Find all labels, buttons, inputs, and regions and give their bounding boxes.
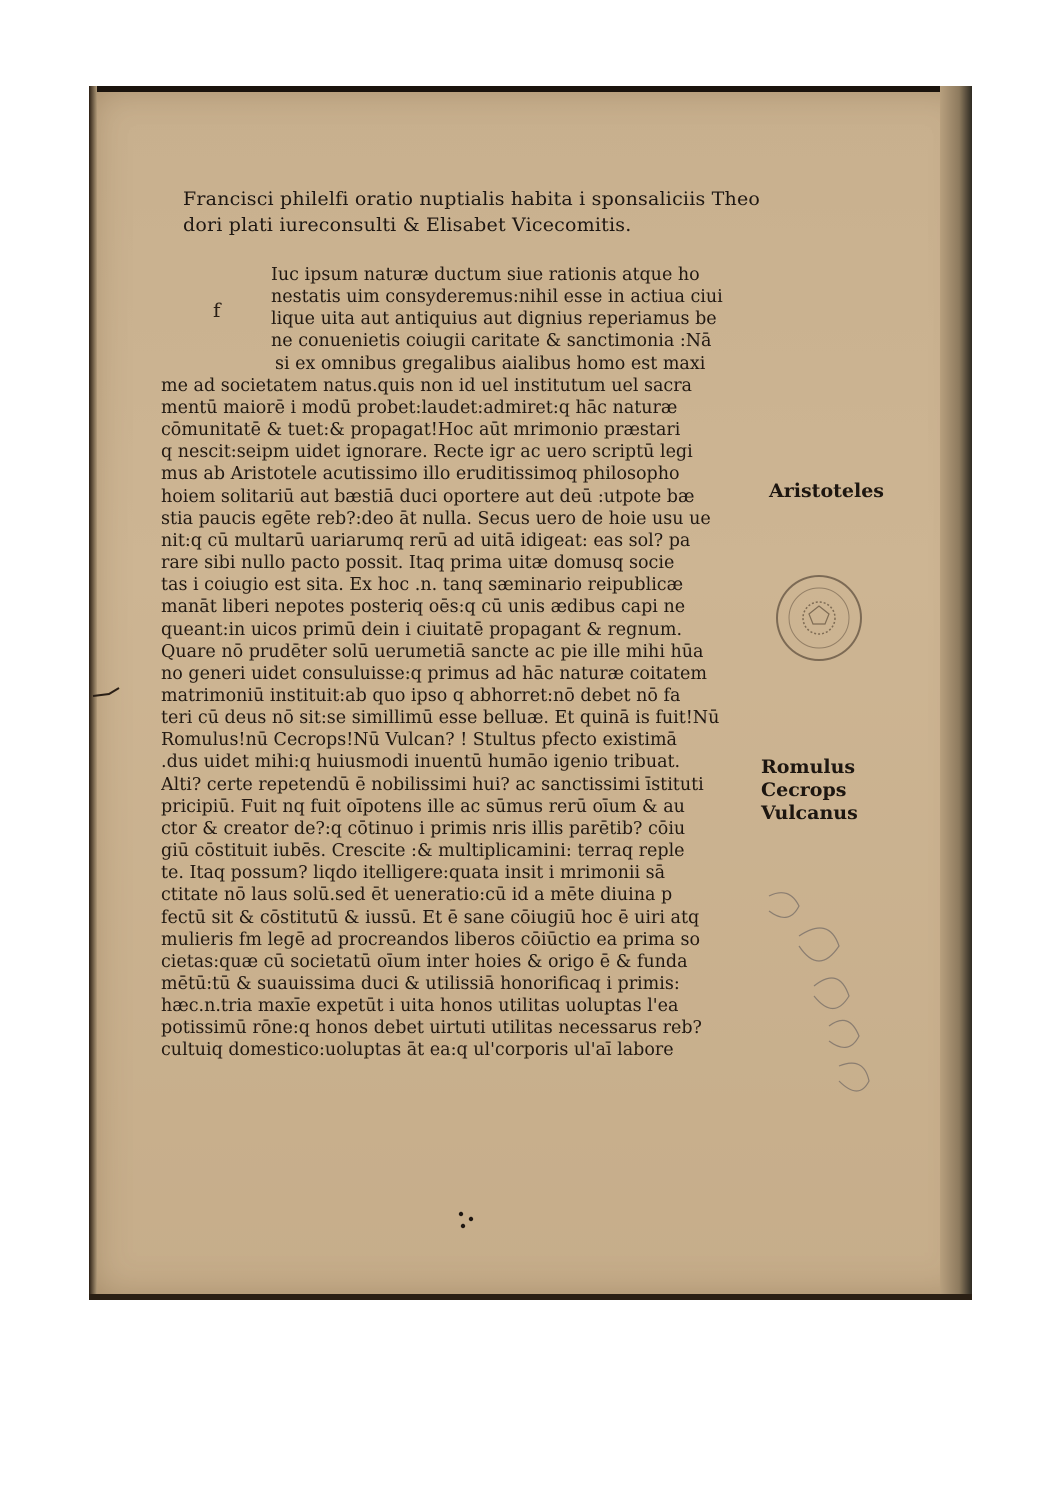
text-line: hoiem solitariū aut bæstiā duci oportere aut deū :utpote bæ bbox=[161, 486, 695, 507]
text-line: Iuc ipsum naturæ ductum siue rationis atque ho bbox=[271, 265, 700, 285]
text-line: te. Itaq possum? liqdo itelligere:quata insit i mrimonii sā bbox=[161, 863, 666, 884]
text-line: pricipiū. Fuit nq fuit oīpotens ille ac sūmus rerū oīum & au bbox=[161, 796, 685, 817]
text-line: .dus uidet mihi:q huiusmodi inuentū humāo igenio tribuat. bbox=[161, 752, 681, 773]
text-line: matrimoniū instituit:ab quo ipso q abhorret:nō debet nō fa bbox=[161, 685, 681, 706]
body-text bbox=[161, 264, 761, 1062]
text-line: fectū sit & cōstitutū & iussū. Et ē sane cōiugiū hoc ē uiri atq bbox=[161, 907, 700, 928]
text-line: teri cū deus nō sit:se simillimū esse belluæ. Et quinā is fuit!Nū bbox=[161, 708, 720, 729]
page-heading bbox=[183, 186, 803, 238]
text-line: hæc.n.tria maxīe expetūt i uita honos utilitas uoluptas l'ea bbox=[161, 996, 679, 1017]
marginal-note-names bbox=[761, 756, 858, 825]
text-line: no generi uidet consuluisse:q primus ad hāc naturæ coitatem bbox=[161, 663, 708, 684]
text-line: q nescit:seipm uidet ignorare. Recte igr ac uero scriptū legi bbox=[161, 442, 693, 463]
text-line: ne conuenietis coiugii caritate & sanctimonia :Nā bbox=[271, 331, 712, 352]
marginal-vulcanus: Vulcanus bbox=[761, 802, 858, 824]
text-line: cultuiq domestico:uoluptas āt ea:q ul'corporis ul'aī labore bbox=[161, 1040, 674, 1061]
text-line: lique uita aut antiquius aut dignius reperiamus be bbox=[271, 309, 717, 330]
text-line: rare sibi nullo pacto possit. Itaq prima uitæ domusq socie bbox=[161, 553, 675, 574]
text-line: me ad societatem natus.quis non id uel institutum uel sacra bbox=[161, 375, 692, 396]
heading-line-2: dori plati iureconsulti & Elisabet Vicecomitis. bbox=[183, 214, 632, 236]
text-line: cōmunitatē & tuet:& propagat!Hoc aūt mrimonio præstari bbox=[161, 420, 681, 441]
text-line: manāt liberi nepotes posteriq oēs:q cū unis ædibus capi ne bbox=[161, 597, 686, 618]
text-line: ctitate nō laus solū.sed ēt ueneratio:cū id a mēte diuina p bbox=[161, 885, 673, 906]
margin-ink-mark bbox=[89, 676, 129, 716]
text-line: giū cōstituit iubēs. Crescite :& multiplicamini: terraq reple bbox=[161, 841, 685, 862]
marginal-note-aristoteles bbox=[769, 480, 884, 503]
text-line: stia paucis egēte reb?:deo āt nulla. Secus uero de hoie usu ue bbox=[161, 508, 711, 529]
text-line: tas i coiugio est sita. Ex hoc .n. tanq sæminario reipublicæ bbox=[161, 575, 684, 596]
text-line: nestatis uim consyderemus:nihil esse in actiua ciui bbox=[271, 287, 723, 308]
page-right-edge bbox=[940, 86, 972, 1300]
text-line: mulieris fm legē ad procreandos liberos cōiūctio ea prima so bbox=[161, 929, 700, 950]
text-line: nit:q cū multarū uariarumq rerū ad uitā idigeat: eas sol? pa bbox=[161, 530, 691, 551]
text-line: si ex omnibus gregalibus aialibus homo est maxi bbox=[275, 353, 706, 374]
text-line: mus ab Aristotele acutissimo illo eruditissimoq philosopho bbox=[161, 464, 680, 485]
text-line: mētū:tū & suauissima duci & utilissiā honorificaq i primis: bbox=[161, 974, 680, 994]
marginal-cecrops: Cecrops bbox=[761, 779, 847, 801]
text-line: potissimū rōne:q honos debet uirtuti utilitas necessarus reb? bbox=[161, 1018, 702, 1039]
marginal-aristoteles: Aristoteles bbox=[769, 480, 884, 502]
initial-letter: f bbox=[213, 298, 221, 322]
page-bottom-edge bbox=[89, 1294, 972, 1300]
text-line: Alti? certe repetendū ē nobilissimi hui? ac sanctissimi īstituti bbox=[161, 774, 704, 795]
pencil-annotation bbox=[729, 876, 889, 1116]
heading-line-1: Francisci philelfi oratio nuptialis habita i sponsaliciis Theo bbox=[183, 188, 761, 210]
text-line: ctor & creator de?:q cōtinuo i primis nris illis parētib? cōiu bbox=[161, 818, 686, 839]
manuscript-page bbox=[89, 86, 972, 1300]
page-top-edge bbox=[89, 86, 972, 92]
text-line: mentū maiorē i modū probet:laudet:admiret:q hāc naturæ bbox=[161, 397, 678, 418]
text-line: queant:in uicos primū dein i ciuitatē propagant & regnum. bbox=[161, 619, 683, 640]
text-line: Quare nō prudēter solū uerumetiā sancte ac pie ille mihi hūa bbox=[161, 641, 704, 662]
marginal-romulus: Romulus bbox=[761, 756, 856, 778]
ornament-dots bbox=[457, 1210, 477, 1232]
text-line: Romulus!nū Cecrops!Nū Vulcan? ! Stultus pfecto existimā bbox=[161, 730, 677, 751]
text-line: cietas:quæ cū societatū oīum inter hoies & origo ē & funda bbox=[161, 951, 688, 972]
library-stamp bbox=[773, 572, 865, 664]
